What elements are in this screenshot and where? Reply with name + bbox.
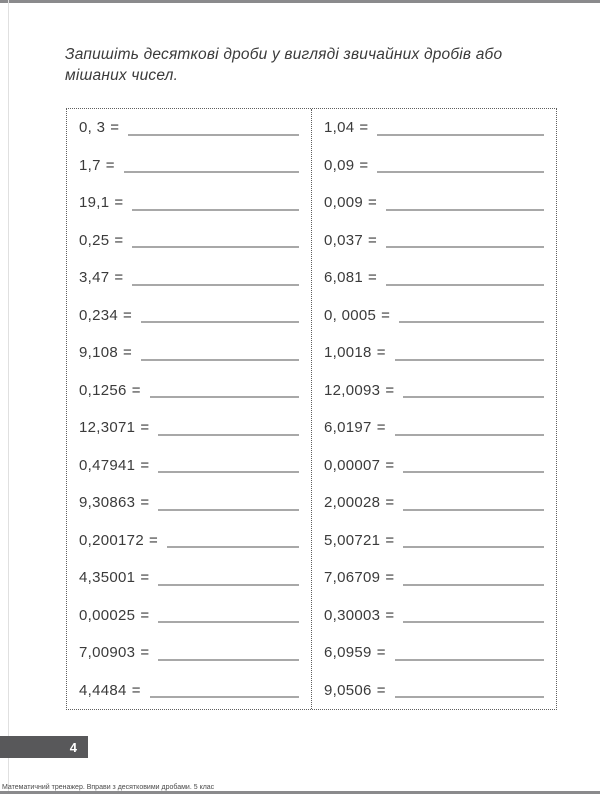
worksheet-row — [312, 409, 556, 447]
equals-sign: = — [131, 381, 141, 399]
equals-sign: = — [368, 194, 378, 212]
worksheet-row — [67, 109, 311, 147]
worksheet-row — [67, 597, 311, 635]
decimal-label: 5,00721 — [324, 531, 381, 549]
exercise-instructions: Запишіть десяткові дроби у вигляді звичайних дробів або мішаних чисел. — [65, 46, 503, 84]
answer-blank-line — [403, 584, 544, 586]
answer-blank-line — [158, 509, 299, 511]
answer-blank-line — [395, 696, 544, 698]
answer-blank-line — [158, 584, 299, 586]
equals-sign: = — [110, 119, 120, 137]
book-footer-title: Математичний тренажер. Вправи з десятковими дробами. 5 клас — [2, 784, 215, 791]
worksheet-row — [67, 334, 311, 372]
worksheet-table — [66, 108, 557, 710]
answer-blank-line — [403, 396, 544, 398]
equals-sign: = — [368, 269, 378, 287]
worksheet-row — [312, 109, 556, 147]
equals-sign: = — [385, 606, 395, 624]
answer-blank-line — [386, 246, 544, 248]
answer-blank-line — [395, 359, 544, 361]
equals-sign: = — [140, 606, 150, 624]
worksheet-row — [312, 447, 556, 485]
decimal-label: 0,234 — [79, 306, 119, 324]
answer-blank-line — [150, 396, 299, 398]
worksheet-row — [67, 447, 311, 485]
equals-sign: = — [140, 644, 150, 662]
answer-blank-line — [141, 321, 299, 323]
equals-sign: = — [105, 156, 115, 174]
worksheet-row — [312, 372, 556, 410]
page-number-badge — [0, 736, 88, 758]
decimal-label: 4,35001 — [79, 569, 136, 587]
equals-sign: = — [376, 681, 386, 699]
worksheet-row — [67, 522, 311, 560]
page-top-edge — [0, 0, 600, 3]
worksheet-row — [312, 147, 556, 185]
worksheet-row — [67, 222, 311, 260]
worksheet-row — [312, 484, 556, 522]
equals-sign: = — [131, 681, 141, 699]
answer-blank-line — [128, 134, 299, 136]
answer-blank-line — [150, 696, 299, 698]
equals-sign: = — [140, 569, 150, 587]
decimal-label: 0,09 — [324, 156, 355, 174]
right-column — [311, 109, 556, 709]
page-number: 4 — [69, 739, 77, 755]
worksheet-row — [67, 372, 311, 410]
answer-blank-line — [158, 621, 299, 623]
answer-blank-line — [124, 171, 299, 173]
decimal-label: 7,00903 — [79, 644, 136, 662]
equals-sign: = — [376, 344, 386, 362]
decimal-label: 6,081 — [324, 269, 364, 287]
decimal-label: 3,47 — [79, 269, 110, 287]
answer-blank-line — [158, 471, 299, 473]
worksheet-row — [67, 259, 311, 297]
decimal-label: 0,037 — [324, 231, 364, 249]
decimal-label: 1,7 — [79, 156, 101, 174]
answer-blank-line — [377, 134, 544, 136]
worksheet-row — [67, 672, 311, 710]
decimal-label: 0,00007 — [324, 456, 381, 474]
worksheet-row — [67, 297, 311, 335]
decimal-label: 1,0018 — [324, 344, 372, 362]
decimal-label: 0,009 — [324, 194, 364, 212]
decimal-label: 9,30863 — [79, 494, 136, 512]
worksheet-row — [67, 484, 311, 522]
decimal-label: 0,25 — [79, 231, 110, 249]
page-left-edge — [8, 0, 9, 794]
equals-sign: = — [385, 494, 395, 512]
worksheet-row — [312, 634, 556, 672]
worksheet-row — [312, 259, 556, 297]
equals-sign: = — [123, 344, 133, 362]
equals-sign: = — [359, 156, 369, 174]
answer-blank-line — [158, 659, 299, 661]
decimal-label: 0,00025 — [79, 606, 136, 624]
answer-blank-line — [403, 471, 544, 473]
worksheet-row — [312, 559, 556, 597]
decimal-label: 0, 0005 — [324, 306, 377, 324]
answer-blank-line — [403, 546, 544, 548]
answer-blank-line — [141, 359, 299, 361]
decimal-label: 9,108 — [79, 344, 119, 362]
equals-sign: = — [385, 569, 395, 587]
answer-blank-line — [386, 284, 544, 286]
decimal-label: 19,1 — [79, 194, 110, 212]
worksheet-row — [67, 409, 311, 447]
decimal-label: 12,3071 — [79, 419, 136, 437]
answer-blank-line — [167, 546, 299, 548]
worksheet-row — [67, 634, 311, 672]
answer-blank-line — [395, 434, 544, 436]
answer-blank-line — [132, 209, 299, 211]
equals-sign: = — [385, 456, 395, 474]
worksheet-row — [67, 147, 311, 185]
worksheet-row — [312, 522, 556, 560]
equals-sign: = — [381, 306, 391, 324]
decimal-label: 0,47941 — [79, 456, 136, 474]
worksheet-row — [312, 597, 556, 635]
worksheet-row — [67, 559, 311, 597]
worksheet-row — [312, 672, 556, 710]
equals-sign: = — [385, 381, 395, 399]
answer-blank-line — [403, 621, 544, 623]
decimal-label: 6,0959 — [324, 644, 372, 662]
decimal-label: 4,4484 — [79, 681, 127, 699]
worksheet-row — [312, 222, 556, 260]
decimal-label: 2,00028 — [324, 494, 381, 512]
decimal-label: 7,06709 — [324, 569, 381, 587]
equals-sign: = — [385, 531, 395, 549]
equals-sign: = — [114, 231, 124, 249]
equals-sign: = — [368, 231, 378, 249]
decimal-label: 0,1256 — [79, 381, 127, 399]
answer-blank-line — [399, 321, 544, 323]
answer-blank-line — [132, 246, 299, 248]
answer-blank-line — [158, 434, 299, 436]
answer-blank-line — [386, 209, 544, 211]
answer-blank-line — [403, 509, 544, 511]
decimal-label: 0, 3 — [79, 119, 106, 137]
decimal-label: 12,0093 — [324, 381, 381, 399]
equals-sign: = — [123, 306, 133, 324]
decimal-label: 9,0506 — [324, 681, 372, 699]
equals-sign: = — [140, 419, 150, 437]
answer-blank-line — [132, 284, 299, 286]
decimal-label: 0,200172 — [79, 531, 144, 549]
worksheet-row — [312, 297, 556, 335]
left-column — [67, 109, 311, 709]
worksheet-row — [312, 184, 556, 222]
equals-sign: = — [140, 456, 150, 474]
decimal-label: 1,04 — [324, 119, 355, 137]
decimal-label: 0,30003 — [324, 606, 381, 624]
worksheet-row — [312, 334, 556, 372]
equals-sign: = — [114, 269, 124, 287]
equals-sign: = — [376, 419, 386, 437]
equals-sign: = — [140, 494, 150, 512]
equals-sign: = — [148, 531, 159, 549]
answer-blank-line — [395, 659, 544, 661]
equals-sign: = — [114, 194, 124, 212]
decimal-label: 6,0197 — [324, 419, 372, 437]
worksheet-row — [67, 184, 311, 222]
equals-sign: = — [376, 644, 386, 662]
answer-blank-line — [377, 171, 544, 173]
equals-sign: = — [359, 119, 369, 137]
